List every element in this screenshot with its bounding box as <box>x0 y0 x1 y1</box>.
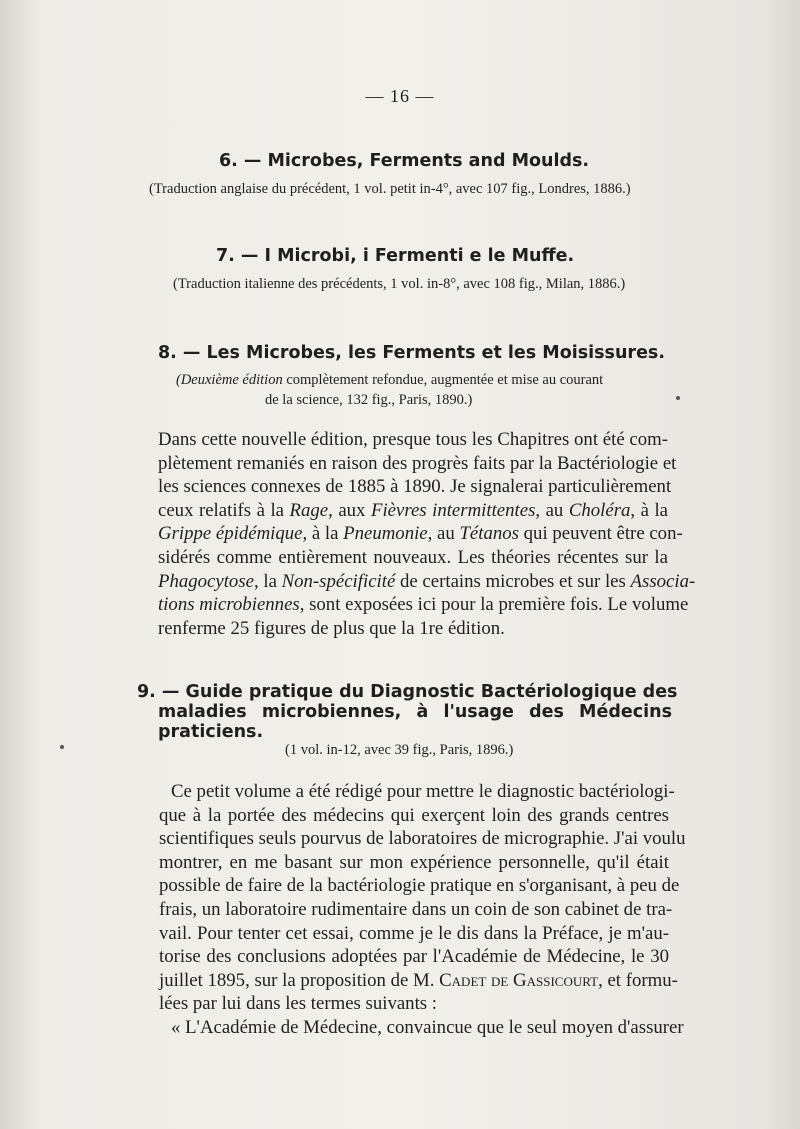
paragraph-entry-9 <box>159 780 686 1040</box>
text-line: que à la portée des médecins qui exerçent loin des grands centres <box>159 804 669 826</box>
entry-9-title <box>137 682 678 742</box>
entry-8-subtitle-line1 <box>176 372 603 389</box>
text-line: Ce petit volume a été rédigé pour mettre le diagnostic bactériologi- <box>171 781 675 802</box>
entry-8-subtitle-italic: (Deuxième édition <box>176 372 283 388</box>
text-line: Phagocytose, la Non-spécificité de certains microbes et sur les Associa- <box>158 570 696 592</box>
text-line: ceux relatifs à la Rage, aux Fièvres intermittentes, au Choléra, à la <box>158 499 668 521</box>
text-line: « L'Académie de Médecine, convaincue que le seul moyen d'assurer <box>171 1016 684 1038</box>
text-line: possible de faire de la bactériologie pratique en s'organisant, à peu de <box>159 875 680 897</box>
entry-7-subtitle: (Traduction italienne des précédents, 1 vol. in-8°, avec 108 fig., Milan, 1886.) <box>173 276 626 292</box>
text-line: Dans cette nouvelle édition, presque tous les Chapitres ont été com- <box>158 429 668 450</box>
paragraph-entry-8 <box>158 428 696 640</box>
entry-8-title: 8. — Les Microbes, les Ferments et les Moisissures. <box>158 343 665 363</box>
text-line: renferme 25 figures de plus que la 1re édition. <box>158 617 505 639</box>
title-line: praticiens. <box>158 722 264 742</box>
entry-7-title: 7. — I Microbi, i Fermenti e le Muffe. <box>216 246 575 266</box>
ink-speck <box>60 745 64 749</box>
text-line: lées par lui dans les termes suivants : <box>159 993 438 1015</box>
text-line: sidérés comme entièrement nouveaux. Les théories récentes sur la <box>158 546 668 568</box>
ink-speck <box>676 396 680 400</box>
title-line: 9. — Guide pratique du Diagnostic Bactériologique des <box>137 682 678 702</box>
text-line: scientifiques seuls pourvus de laboratoires de micrographie. J'ai voulu <box>159 828 686 850</box>
entry-6-subtitle: (Traduction anglaise du précédent, 1 vol. petit in-4°, avec 107 fig., Londres, 1886.) <box>149 181 631 197</box>
page-number: — 16 — <box>365 86 435 106</box>
text-line: Grippe épidémique, à la Pneumonie, au Tétanos qui peuvent être con- <box>158 523 683 545</box>
text-line: tions microbiennes, sont exposées ici pour la première fois. Le volume <box>158 594 689 616</box>
entry-8-subtitle-line2: de la science, 132 fig., Paris, 1890.) <box>265 392 473 408</box>
text-line: plètement remaniés en raison des progrès faits par la Bactériologie et <box>158 452 677 474</box>
entry-8-subtitle-rest: complètement refondue, augmentée et mise au courant <box>282 372 604 388</box>
text-line: vail. Pour tenter cet essai, comme je le dis dans la Préface, je m'au- <box>159 922 669 944</box>
entry-9-subtitle: (1 vol. in-12, avec 39 fig., Paris, 1896.) <box>285 742 514 758</box>
title-line: maladies microbiennes, à l'usage des Médecins <box>158 702 672 722</box>
entry-6-title: 6. — Microbes, Ferments and Moulds. <box>219 151 590 171</box>
text-line: montrer, en me basant sur mon expérience personnelle, qu'il était <box>159 851 669 873</box>
text-line: frais, un laboratoire rudimentaire dans un coin de son cabinet de tra- <box>159 898 673 920</box>
text-line: torise des conclusions adoptées par l'Académie de Médecine, le 30 <box>159 946 669 968</box>
text-line: les sciences connexes de 1885 à 1890. Je signalerai particulièrement <box>158 476 672 498</box>
text-line: juillet 1895, sur la proposition de M. Cadet de Gassicourt, et formu- <box>159 969 678 991</box>
